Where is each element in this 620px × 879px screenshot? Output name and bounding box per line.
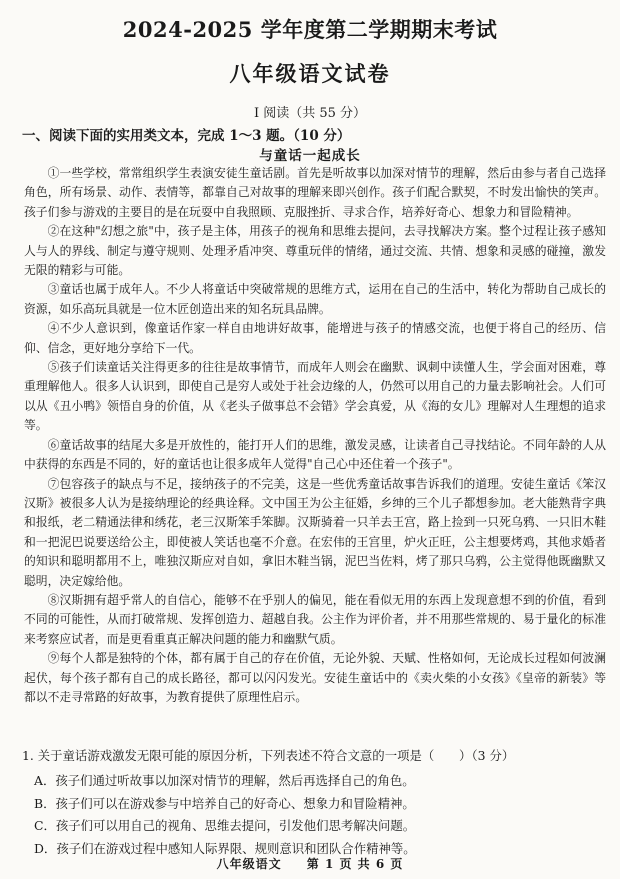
- question-1-options: [34, 770, 604, 860]
- question-group-instruction: 一、阅读下面的实用类文本，完成 1～3 题。（10 分）: [22, 128, 351, 144]
- option-a: A．孩子们通过听故事以加深对情节的理解，然后再选择自己的角色。: [34, 773, 415, 788]
- option-d: D．孩子们在游戏过程中感知人际界限、规则意识和团队合作精神等。: [34, 840, 416, 856]
- exam-subtitle: 八年级语文试卷: [229, 61, 391, 86]
- passage-paragraph-9: ⑨每个人都是独特的个体，都有属于自己的存在价值，无论外貌、天赋、性格如何，无论成长过程如何波澜起伏，每个孩子都有自己的成长路径，都可以闪闪发光。安徒生童话中的《卖火柴的小女孩》《皇帝的新装》等都以不走寻常路的好故事，为教育提供了原理性启示。: [24, 651, 606, 704]
- passage-paragraph-8: ⑧汉斯拥有超乎常人的自信心，能够不在乎别人的偏见，能在看似无用的东西上发现意想不到的价值，看到不同的可能性，从而打破常规、发挥创造力、超越自我。公主作为评价者，并不用那些常规的、易于量化的标准来考察应试者，而是更看重真正解决问题的能力和幽默气质。: [24, 592, 606, 646]
- option-c: C．孩子们可以用自己的视角、思维去提问，引发他们思考解决问题。: [34, 818, 416, 833]
- question-1-stem: 1. 关于童话游戏激发无限可能的原因分析，下列表述不符合文意的一项是（ ）（3 分）: [22, 748, 515, 763]
- passage-title: 与童话一起成长: [259, 148, 361, 164]
- passage-paragraph-1: ①一些学校，常常组织学生表演安徒生童话剧。首先是听故事以加深对情节的理解，然后由参与者自己选择角色，所有场景、动作、表情等，都靠自己对故事的理解来即兴创作。孩子们配合默契，不时发出愉快的笑声。孩子们参与游戏的主要目的是在玩耍中自我照顾、克服挫折、寻求合作，培养好奇心、想象力和冒险精神。: [24, 166, 606, 219]
- passage-paragraph-3: ③童话也属于成年人。不少人将童话中突破常规的思维方式，运用在自己的生活中，转化为帮助自己成长的资源，如乐高玩具就是一位木匠创造出来的知名玩具品牌。: [24, 282, 606, 316]
- passage-paragraph-6: ⑥童话故事的结尾大多是开放性的，能打开人们的思维，激发灵感，让读者自己寻找结论。不同年龄的人从中获得的东西是不同的，好的童话也让很多成年人觉得"自己心中还住着一个孩子"。: [24, 437, 606, 472]
- exam-title: 2024-2025 学年度第二学期期末考试: [122, 17, 498, 42]
- passage-paragraph-2: ②在这种"幻想之旅"中，孩子是主体，用孩子的视角和思维去提问，去寻找解决方案。整个过程让孩子感知人与人的界线、制定与遵守规则、处理矛盾冲突、尊重玩伴的情绪，通过交流、共情、想象和灵感的碰撞，激发无限的精彩与可能。: [24, 224, 606, 278]
- footer-subject: 八年级语文: [216, 857, 282, 871]
- page-footer: [0, 855, 620, 872]
- option-b: B．孩子们可以在游戏参与中培养自己的好奇心、想象力和冒险精神。: [34, 795, 415, 811]
- section-heading: I 阅读（共 55 分）: [253, 106, 367, 121]
- passage-paragraph-4: ④不少人意识到，像童话作家一样自由地讲好故事，能增进与孩子的情感交流，也便于将自己的经历、信仰、信念，更好地分享给下一代。: [24, 321, 606, 355]
- passage-paragraph-5: ⑤孩子们读童话关注得更多的往往是故事情节，而成年人则会在幽默、讽刺中读懂人生，学会面对困难，尊重理解他人。很多人认识到，即使自己是穷人或处于社会边缘的人，仍然可以用自己的力量去影响社会。人们可以从《丑小鸭》领悟自身的价值，从《老头子做事总不会错》学会真爱，从《海的女儿》理解对人生理想的追求等。: [24, 360, 606, 433]
- passage-body: [24, 164, 606, 707]
- footer-page-number: 第 1 页 共 6 页: [306, 857, 404, 871]
- passage-paragraph-7: ⑦包容孩子的缺点与不足，接纳孩子的不完美，这是一些优秀童话故事告诉我们的道理。安徒生童话《笨汉汉斯》被很多人认为是接纳理论的经典诠释。文中国王为公主征婚，乡绅的三个儿子都想参加。老大能熟背字典和报纸，老二精通法律和绣花，老三汉斯笨手笨脚。汉斯骑着一只羊去王宫，路上捡到一只死乌鸦、一只旧木鞋和一把泥巴说要送给公主，即使被人笑话也毫不介意。在宏伟的王宫里，炉火正旺，公主想要烤鸡，其他求婚者的知识和聪明都用不上，唯独汉斯应对自如，拿旧木鞋当锅，泥巴当佐料，烤了那只乌鸦，公主觉得他既幽默又聪明，决定嫁给他。: [24, 476, 606, 588]
